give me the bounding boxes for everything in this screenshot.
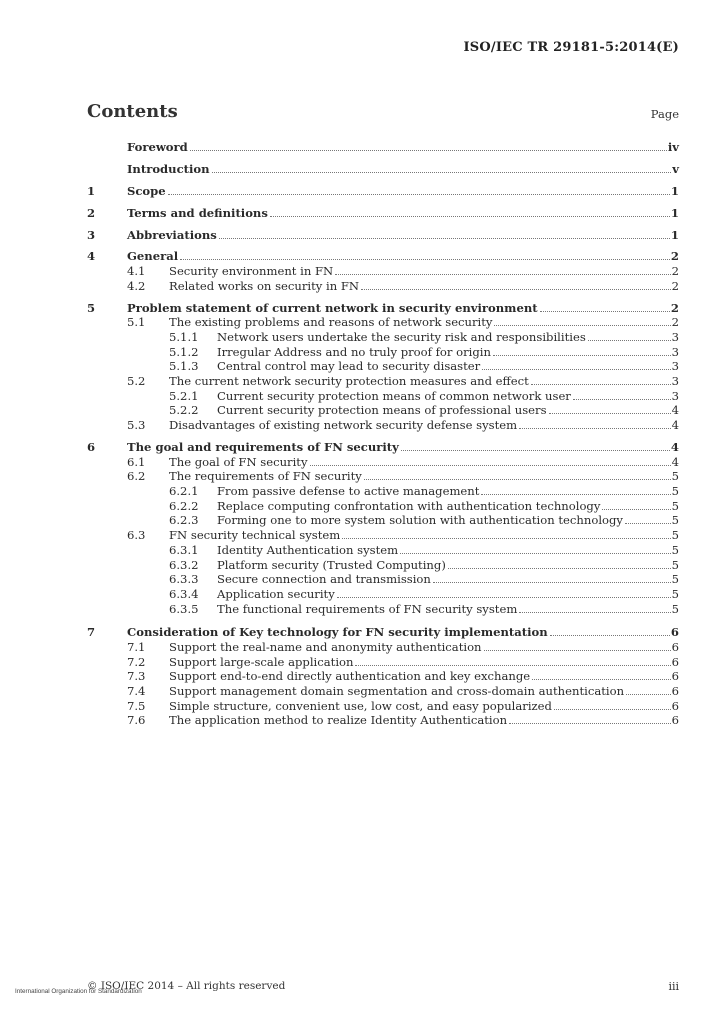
toc-entry-page: 6 (671, 698, 679, 713)
toc-entry[interactable] (87, 713, 679, 728)
dot-leader (433, 582, 671, 583)
toc-entry-page: 1 (670, 227, 679, 242)
dot-leader (364, 479, 671, 480)
toc-entry[interactable] (87, 572, 679, 587)
toc-entry-title: Support end-to-end directly authentication and key exchange (169, 669, 531, 684)
toc-entry-title: Support large-scale application (169, 654, 354, 669)
toc-entry-page: 5 (671, 484, 679, 499)
toc-entry-title: Current security protection means of common network user (217, 388, 571, 403)
dot-leader (361, 289, 671, 290)
dot-leader (212, 172, 672, 173)
toc-entry-number: 5 (87, 300, 96, 315)
toc-entry-page: 2 (671, 278, 679, 293)
toc-entry-page: 3 (671, 359, 679, 374)
toc-entry-title: The goal and requirements of FN security (127, 440, 399, 454)
toc-entry[interactable] (87, 228, 679, 243)
toc-entry-title: Scope (127, 183, 166, 198)
dot-leader (168, 194, 670, 195)
toc-entry[interactable] (87, 684, 679, 699)
toc-entry[interactable] (87, 279, 679, 294)
dot-leader (493, 355, 671, 356)
dot-leader (588, 340, 671, 341)
toc-entry-title: The functional requirements of FN security system (217, 601, 518, 616)
toc-entry-title: The application method to realize Identity Authentication (169, 713, 508, 728)
toc-entry-page: 6 (671, 654, 679, 669)
toc-entry-number: 6.2.2 (169, 498, 199, 513)
toc-entry[interactable] (87, 455, 679, 470)
toc-entry-title: From passive defense to active management (217, 484, 480, 499)
toc-entry[interactable] (87, 315, 679, 330)
dot-leader (190, 150, 667, 151)
page-column-label: Page (650, 107, 679, 121)
toc-entry-title: Disadvantages of existing network security defense system (169, 418, 518, 433)
toc-entry-page: v (672, 161, 679, 176)
dot-leader (310, 465, 671, 466)
toc-entry-page: 5 (671, 542, 679, 557)
toc-entry-number: 7 (87, 625, 96, 640)
toc-entry[interactable] (87, 602, 679, 617)
toc-entry-number: 4 (87, 249, 96, 264)
toc-entry-number: 4.2 (127, 278, 146, 293)
dot-leader (270, 216, 670, 217)
toc-entry[interactable] (87, 469, 679, 484)
toc-entry[interactable] (87, 184, 679, 199)
dot-leader (448, 568, 671, 569)
toc-entry[interactable] (87, 558, 679, 573)
toc-entry-page: 6 (671, 713, 679, 728)
toc-entry-page: 5 (671, 572, 679, 587)
toc-entry-title: Simple structure, convenient use, low cost, and easy popularized (169, 698, 552, 713)
toc-entry-title: Forming one to more system solution with authentication technology (217, 513, 623, 528)
toc-entry[interactable] (87, 389, 679, 404)
toc-entry-page: 5 (671, 513, 679, 528)
toc-entry-title: Secure connection and transmission (217, 572, 431, 587)
dot-leader (335, 274, 670, 275)
toc-entry-page: 3 (671, 330, 679, 344)
toc-entry[interactable] (87, 162, 679, 177)
dot-leader (554, 709, 671, 710)
toc-entry-title: Terms and definitions (127, 205, 268, 220)
footer-page-number: iii (668, 980, 679, 993)
toc-entry-title: Support management domain segmentation and cross-domain authentication (169, 684, 625, 698)
toc-entry-page: 6 (671, 669, 679, 684)
dot-leader (180, 259, 670, 260)
toc-entry-number: 6.2 (127, 469, 146, 484)
dot-leader (401, 450, 670, 451)
dot-leader (481, 494, 670, 495)
toc-entry-title: Abbreviations (127, 227, 217, 242)
dot-leader (531, 384, 671, 385)
toc-entry-page: 5 (671, 498, 679, 513)
organization-watermark: International Organization for Standardization (15, 988, 142, 995)
toc-entry-number: 6.2.1 (169, 484, 199, 499)
toc-entry-title: Consideration of Key technology for FN security implementation (127, 625, 548, 640)
toc-entry-title: General (127, 249, 179, 264)
dot-leader (573, 399, 671, 400)
toc-entry-title: Related works on security in FN (169, 278, 360, 293)
dot-leader (532, 679, 670, 680)
toc-entry-page: 5 (671, 586, 679, 601)
toc-entry-title: FN security technical system (169, 528, 341, 543)
toc-entry-page: iv (667, 140, 679, 154)
toc-entry-number: 4.1 (127, 264, 146, 279)
dot-leader (337, 597, 671, 598)
toc-entry-title: Introduction (127, 161, 210, 176)
toc-entry-number: 5.1.1 (169, 330, 199, 344)
toc-entry-number: 7.5 (127, 698, 146, 713)
dot-leader (482, 369, 670, 370)
toc-entry-number: 7.4 (127, 684, 146, 698)
toc-entry[interactable] (87, 484, 679, 499)
toc-entry-page: 4 (671, 418, 679, 433)
toc-entry-number: 5.3 (127, 418, 146, 433)
toc-entry-number: 3 (87, 227, 96, 242)
toc-entry-number: 5.2.1 (169, 388, 199, 403)
toc-entry[interactable] (87, 301, 679, 316)
toc-entry[interactable] (87, 640, 679, 655)
toc-entry[interactable] (87, 440, 679, 455)
toc-entry-number: 6.3.4 (169, 586, 199, 601)
toc-entry[interactable] (87, 528, 679, 543)
toc-entry-title: Current security protection means of professional users (217, 403, 547, 418)
dot-leader (602, 509, 670, 510)
copyright-footer: © ISO/IEC 2014 – All rights reserved (87, 980, 286, 992)
dot-leader (540, 311, 670, 312)
dot-leader (494, 325, 670, 326)
dot-leader (355, 665, 670, 666)
toc-entry-number: 7.2 (127, 654, 146, 669)
toc-entry-page: 5 (671, 601, 679, 616)
toc-entry[interactable] (87, 513, 679, 528)
toc-entry-page: 5 (671, 469, 679, 484)
toc-entry[interactable] (87, 330, 679, 345)
toc-entry-page: 1 (670, 205, 679, 220)
toc-entry-number: 6.1 (127, 454, 146, 469)
toc-entry-number: 6 (87, 440, 96, 454)
toc-entry-number: 7.3 (127, 669, 146, 684)
toc-entry-title: Central control may lead to security disaster (217, 359, 481, 374)
toc-entry-number: 5.1 (127, 315, 146, 330)
toc-entry[interactable] (87, 418, 679, 433)
toc-entry-page: 2 (671, 315, 679, 330)
toc-entry[interactable] (87, 206, 679, 221)
toc-entry-title: The existing problems and reasons of network security (169, 315, 493, 330)
toc-entry-title: Platform security (Trusted Computing) (217, 557, 446, 572)
toc-entry-page: 5 (671, 557, 679, 572)
toc-entry-number: 1 (87, 183, 96, 198)
toc-entry-number: 5.2 (127, 374, 146, 389)
toc-entry[interactable] (87, 403, 679, 418)
toc-entry-number: 2 (87, 205, 96, 220)
toc-entry[interactable] (87, 345, 679, 360)
toc-entry-number: 6.3.5 (169, 601, 199, 616)
toc-entry[interactable] (87, 587, 679, 602)
toc-entry-page: 3 (671, 344, 679, 359)
toc-entry-page: 1 (670, 183, 679, 198)
toc-entry-title: Security environment in FN (169, 264, 334, 279)
toc-entry[interactable] (87, 543, 679, 558)
dot-leader (400, 553, 670, 554)
toc-entry-title: Application security (217, 586, 335, 601)
dot-leader (509, 723, 671, 724)
toc-entry-page: 2 (671, 264, 679, 279)
toc-entry[interactable] (87, 699, 679, 714)
toc-entry-page: 4 (670, 440, 679, 454)
toc-entry-page: 2 (670, 300, 679, 315)
toc-entry-page: 3 (671, 374, 679, 389)
toc-entry-page: 3 (671, 388, 679, 403)
toc-entry[interactable] (87, 655, 679, 670)
toc-entry-number: 6.2.3 (169, 513, 199, 528)
toc-entry-page: 6 (670, 625, 679, 640)
toc-entry-title: The current network security protection measures and effect (169, 374, 529, 389)
toc-entry[interactable] (87, 669, 679, 684)
toc-entry-title: Foreword (127, 140, 188, 154)
toc-entry[interactable] (87, 625, 679, 640)
dot-leader (519, 428, 671, 429)
toc-entry-title: The requirements of FN security (169, 469, 362, 484)
toc-entry-number: 6.3 (127, 528, 146, 543)
dot-leader (626, 694, 671, 695)
toc-entry[interactable] (87, 140, 679, 155)
dot-leader (550, 635, 670, 636)
table-of-contents (87, 140, 679, 728)
toc-entry-title: Network users undertake the security risk and responsibilities (217, 330, 586, 344)
toc-entry-page: 6 (671, 684, 679, 698)
toc-entry-page: 4 (671, 454, 679, 469)
toc-entry[interactable] (87, 374, 679, 389)
toc-entry-number: 7.6 (127, 713, 146, 728)
toc-entry-number: 6.3.2 (169, 557, 199, 572)
dot-leader (519, 612, 670, 613)
toc-entry-page: 2 (670, 249, 679, 264)
toc-entry-number: 5.1.3 (169, 359, 199, 374)
toc-entry-page: 5 (671, 528, 679, 543)
toc-entry-title: Problem statement of current network in security environment (127, 300, 538, 315)
toc-entry[interactable] (87, 499, 679, 514)
toc-entry-title: Support the real-name and anonymity authentication (169, 639, 482, 654)
toc-entry-number: 6.3.3 (169, 572, 199, 587)
toc-entry-number: 5.1.2 (169, 344, 199, 359)
document-reference: ISO/IEC TR 29181-5:2014(E) (463, 40, 679, 55)
toc-entry-title: Irregular Address and no truly proof for origin (217, 344, 491, 359)
toc-entry-number: 6.3.1 (169, 542, 199, 557)
toc-entry-title: Identity Authentication system (217, 542, 399, 557)
toc-entry-number: 7.1 (127, 639, 146, 654)
toc-entry[interactable] (87, 264, 679, 279)
toc-entry[interactable] (87, 359, 679, 374)
dot-leader (219, 238, 670, 239)
toc-entry-page: 4 (671, 403, 679, 418)
dot-leader (625, 523, 671, 524)
toc-entry-page: 6 (671, 639, 679, 654)
dot-leader (549, 413, 671, 414)
toc-entry-title: The goal of FN security (169, 454, 308, 469)
toc-entry-title: Replace computing confrontation with authentication technology (217, 498, 601, 513)
toc-entry[interactable] (87, 249, 679, 264)
dot-leader (484, 650, 671, 651)
dot-leader (342, 538, 670, 539)
toc-entry-number: 5.2.2 (169, 403, 199, 418)
contents-title: Contents (87, 101, 178, 122)
